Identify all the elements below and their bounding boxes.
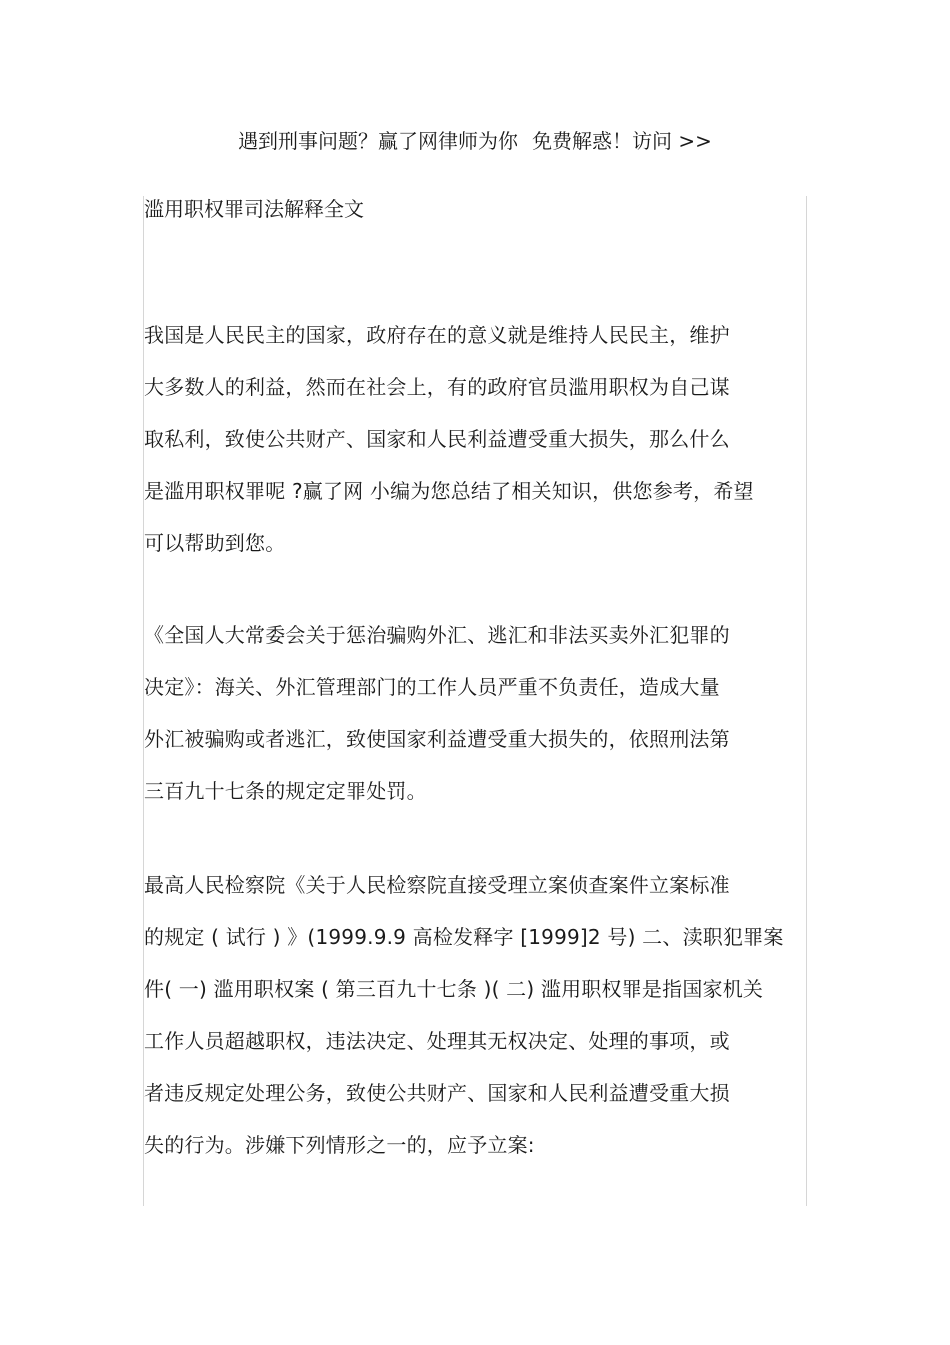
promo-text: 遇到刑事问题？赢了网律师为你: [238, 129, 519, 153]
visit-link[interactable]: 访问 >>: [632, 129, 712, 153]
promo-banner: [0, 126, 950, 156]
text-line: 决定》：海关、外汇管理部门的工作人员严重不负责任，造成大量: [144, 675, 720, 699]
document-title: 滥用职权罪司法解释全文: [144, 197, 364, 221]
promo-free-text: 免费解惑！: [532, 129, 633, 153]
text-line: 的规定 ( 试行 ) 》(1999.9.9 高检发释字 [1999]2 号) 二、渎职犯罪案: [144, 925, 784, 949]
text-line: 三百九十七条的规定定罪处罚。: [144, 779, 427, 803]
paragraph-procuratorate: [144, 870, 794, 1182]
page-border-right: [806, 196, 807, 1206]
text-line: 最高人民检察院《关于人民检察院直接受理立案侦查案件立案标准: [144, 873, 730, 897]
text-line: 者违反规定处理公务，致使公共财产、国家和人民利益遭受重大损: [144, 1081, 730, 1105]
text-line: 工作人员超越职权，违法决定、处理其无权决定、处理的事项，或: [144, 1029, 730, 1053]
text-line: 《全国人大常委会关于惩治骗购外汇、逃汇和非法买卖外汇犯罪的: [144, 623, 730, 647]
text-line: 我国是人民民主的国家，政府存在的意义就是维持人民民主，维护: [144, 323, 730, 347]
text-line: 是滥用职权罪呢 ?赢了网 小编为您总结了相关知识，供您参考，希望: [144, 479, 754, 503]
text-line: 取私利，致使公共财产、国家和人民利益遭受重大损失，那么什么: [144, 427, 730, 451]
paragraph-decision: [144, 620, 794, 828]
paragraph-intro: [144, 320, 794, 580]
text-line: 件( 一) 滥用职权案 ( 第三百九十七条 )( 二) 滥用职权罪是指国家机关: [144, 977, 764, 1001]
text-line: 外汇被骗购或者逃汇，致使国家利益遭受重大损失的，依照刑法第: [144, 727, 730, 751]
text-line: 大多数人的利益，然而在社会上，有的政府官员滥用职权为自己谋: [144, 375, 730, 399]
text-line: 失的行为。涉嫌下列情形之一的，应予立案:: [144, 1133, 535, 1157]
text-line: 可以帮助到您。: [144, 531, 286, 555]
